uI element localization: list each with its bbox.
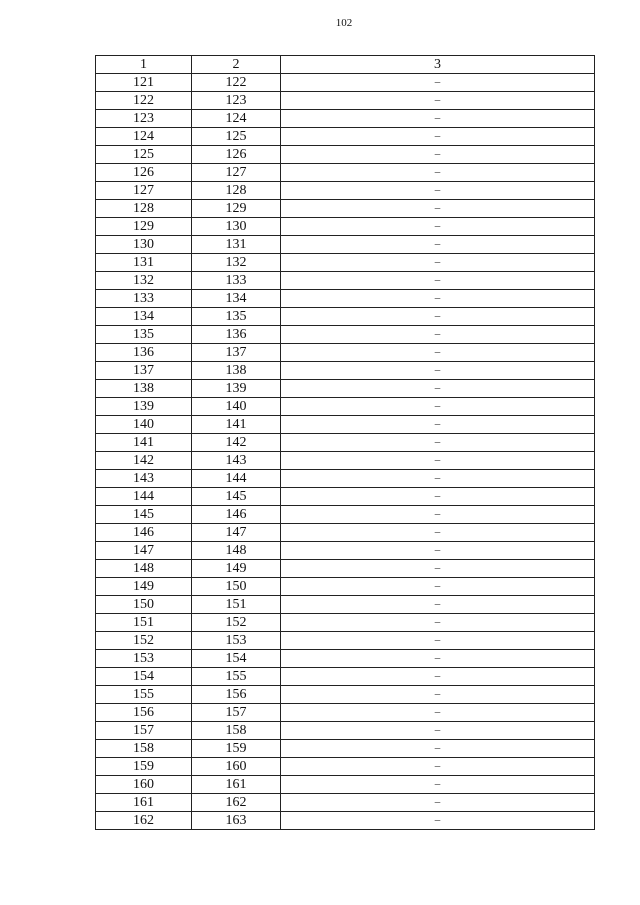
table-cell-col3: – — [281, 740, 595, 758]
table-cell-col1: 123 — [96, 110, 192, 128]
table-cell-col3: – — [281, 182, 595, 200]
table-row — [96, 452, 595, 470]
table-cell-col1: 158 — [96, 740, 192, 758]
table-cell-col3: – — [281, 218, 595, 236]
table-cell-col2: 131 — [192, 236, 281, 254]
table-cell-col2: 124 — [192, 110, 281, 128]
table-cell-col1: 128 — [96, 200, 192, 218]
table-cell-col3: – — [281, 560, 595, 578]
table-cell-col1: 161 — [96, 794, 192, 812]
table-cell-col3: – — [281, 578, 595, 596]
table-cell-col3: – — [281, 668, 595, 686]
table-cell-col1: 132 — [96, 272, 192, 290]
table-cell-col2: 152 — [192, 614, 281, 632]
table-cell-col2: 126 — [192, 146, 281, 164]
table-cell-col3: – — [281, 416, 595, 434]
table-cell-col1: 160 — [96, 776, 192, 794]
table-cell-col2: 147 — [192, 524, 281, 542]
data-table — [95, 55, 595, 830]
table-cell-col1: 135 — [96, 326, 192, 344]
table-cell-col1: 139 — [96, 398, 192, 416]
table-cell-col1: 141 — [96, 434, 192, 452]
table-cell-col2: 159 — [192, 740, 281, 758]
table-row — [96, 362, 595, 380]
table-cell-col3: – — [281, 632, 595, 650]
table-row — [96, 632, 595, 650]
table-cell-col3: – — [281, 92, 595, 110]
table-cell-col3: – — [281, 596, 595, 614]
table-cell-col3: – — [281, 308, 595, 326]
table-cell-col3: – — [281, 398, 595, 416]
table-cell-col1: 157 — [96, 722, 192, 740]
table-row — [96, 74, 595, 92]
table-row — [96, 812, 595, 830]
table-cell-col2: 128 — [192, 182, 281, 200]
table-row — [96, 380, 595, 398]
table-cell-col3: – — [281, 236, 595, 254]
table-cell-col2: 139 — [192, 380, 281, 398]
table-cell-col2: 146 — [192, 506, 281, 524]
table-cell-col2: 156 — [192, 686, 281, 704]
table-cell-col3: – — [281, 812, 595, 830]
table-row — [96, 434, 595, 452]
table-cell-col2: 163 — [192, 812, 281, 830]
table-cell-col3: – — [281, 380, 595, 398]
table-row — [96, 308, 595, 326]
table-cell-col3: – — [281, 164, 595, 182]
table-row — [96, 596, 595, 614]
table-cell-col3: – — [281, 200, 595, 218]
table-row — [96, 272, 595, 290]
table-row — [96, 560, 595, 578]
table-cell-col3: – — [281, 686, 595, 704]
table-row — [96, 92, 595, 110]
table-cell-col1: 133 — [96, 290, 192, 308]
table-cell-col2: 162 — [192, 794, 281, 812]
table-row — [96, 704, 595, 722]
table-row — [96, 254, 595, 272]
table-row — [96, 344, 595, 362]
table-header — [96, 56, 595, 74]
table-row — [96, 128, 595, 146]
table-cell-col1: 126 — [96, 164, 192, 182]
table-cell-col3: – — [281, 272, 595, 290]
table-cell-col1: 143 — [96, 470, 192, 488]
table-cell-col2: 122 — [192, 74, 281, 92]
table-cell-col1: 162 — [96, 812, 192, 830]
table-cell-col3: – — [281, 524, 595, 542]
table-cell-col1: 156 — [96, 704, 192, 722]
table-row — [96, 398, 595, 416]
table-cell-col2: 148 — [192, 542, 281, 560]
table-cell-col2: 133 — [192, 272, 281, 290]
table-row — [96, 686, 595, 704]
table-row — [96, 614, 595, 632]
table-row — [96, 290, 595, 308]
table-cell-col1: 154 — [96, 668, 192, 686]
table-cell-col2: 144 — [192, 470, 281, 488]
table-cell-col3: – — [281, 794, 595, 812]
table-cell-col3: – — [281, 128, 595, 146]
table-cell-col3: – — [281, 146, 595, 164]
table-cell-col1: 144 — [96, 488, 192, 506]
table-cell-col1: 125 — [96, 146, 192, 164]
table-cell-col2: 123 — [192, 92, 281, 110]
table-cell-col1: 136 — [96, 344, 192, 362]
table-cell-col3: – — [281, 110, 595, 128]
table-cell-col1: 127 — [96, 182, 192, 200]
table-cell-col3: – — [281, 254, 595, 272]
table-row — [96, 218, 595, 236]
table-cell-col2: 141 — [192, 416, 281, 434]
table-cell-col1: 138 — [96, 380, 192, 398]
table-cell-col1: 149 — [96, 578, 192, 596]
table-cell-col2: 142 — [192, 434, 281, 452]
table-cell-col3: – — [281, 722, 595, 740]
table-cell-col1: 150 — [96, 596, 192, 614]
table-row — [96, 578, 595, 596]
table-cell-col2: 153 — [192, 632, 281, 650]
table-cell-col2: 135 — [192, 308, 281, 326]
table-cell-col3: – — [281, 776, 595, 794]
table-row — [96, 182, 595, 200]
table-cell-col1: 137 — [96, 362, 192, 380]
table-cell-col2: 158 — [192, 722, 281, 740]
table-row — [96, 650, 595, 668]
table-cell-col3: – — [281, 650, 595, 668]
table-cell-col1: 134 — [96, 308, 192, 326]
table-cell-col1: 130 — [96, 236, 192, 254]
table-row — [96, 542, 595, 560]
table-cell-col3: – — [281, 290, 595, 308]
column-header-2: 2 — [192, 56, 281, 74]
table-cell-col1: 145 — [96, 506, 192, 524]
table-cell-col1: 159 — [96, 758, 192, 776]
table-row — [96, 110, 595, 128]
table-cell-col1: 129 — [96, 218, 192, 236]
table-cell-col1: 148 — [96, 560, 192, 578]
table-cell-col2: 125 — [192, 128, 281, 146]
table-cell-col2: 157 — [192, 704, 281, 722]
table-cell-col3: – — [281, 326, 595, 344]
table-cell-col2: 132 — [192, 254, 281, 272]
table-cell-col2: 161 — [192, 776, 281, 794]
table-cell-col1: 153 — [96, 650, 192, 668]
page-number: 102 — [335, 17, 353, 29]
table-cell-col2: 154 — [192, 650, 281, 668]
table-cell-col1: 121 — [96, 74, 192, 92]
table-cell-col2: 137 — [192, 344, 281, 362]
table-row — [96, 776, 595, 794]
table-cell-col2: 134 — [192, 290, 281, 308]
table-row — [96, 326, 595, 344]
table-cell-col2: 143 — [192, 452, 281, 470]
table-cell-col1: 140 — [96, 416, 192, 434]
table-cell-col2: 145 — [192, 488, 281, 506]
table-cell-col3: – — [281, 542, 595, 560]
table-cell-col3: – — [281, 758, 595, 776]
table-cell-col3: – — [281, 614, 595, 632]
table-cell-col3: – — [281, 452, 595, 470]
table-cell-col3: – — [281, 488, 595, 506]
table-cell-col2: 140 — [192, 398, 281, 416]
table-cell-col1: 142 — [96, 452, 192, 470]
table-cell-col3: – — [281, 74, 595, 92]
table-cell-col2: 155 — [192, 668, 281, 686]
table-cell-col2: 151 — [192, 596, 281, 614]
table-cell-col2: 129 — [192, 200, 281, 218]
table-row — [96, 200, 595, 218]
table-row — [96, 506, 595, 524]
table-row — [96, 740, 595, 758]
table-row — [96, 236, 595, 254]
table-cell-col3: – — [281, 704, 595, 722]
table-cell-col3: – — [281, 362, 595, 380]
table-row — [96, 722, 595, 740]
table-cell-col3: – — [281, 470, 595, 488]
table-cell-col3: – — [281, 506, 595, 524]
table-cell-col2: 150 — [192, 578, 281, 596]
table-cell-col1: 151 — [96, 614, 192, 632]
table-cell-col2: 127 — [192, 164, 281, 182]
table-row — [96, 758, 595, 776]
table-cell-col2: 138 — [192, 362, 281, 380]
table-cell-col1: 124 — [96, 128, 192, 146]
table-cell-col2: 136 — [192, 326, 281, 344]
table-cell-col1: 131 — [96, 254, 192, 272]
table-body — [96, 74, 595, 830]
table-row — [96, 668, 595, 686]
table-cell-col1: 122 — [96, 92, 192, 110]
table-row — [96, 524, 595, 542]
table-row — [96, 416, 595, 434]
table-row — [96, 488, 595, 506]
table-cell-col1: 155 — [96, 686, 192, 704]
table-header-row — [96, 56, 595, 74]
table-row — [96, 470, 595, 488]
table-row — [96, 794, 595, 812]
table-cell-col2: 160 — [192, 758, 281, 776]
column-header-3: 3 — [281, 56, 595, 74]
table-cell-col3: – — [281, 434, 595, 452]
table-row — [96, 146, 595, 164]
table-cell-col1: 152 — [96, 632, 192, 650]
table-cell-col2: 130 — [192, 218, 281, 236]
table-row — [96, 164, 595, 182]
column-header-1: 1 — [96, 56, 192, 74]
table-cell-col3: – — [281, 344, 595, 362]
table-cell-col2: 149 — [192, 560, 281, 578]
table-cell-col1: 147 — [96, 542, 192, 560]
table-cell-col1: 146 — [96, 524, 192, 542]
